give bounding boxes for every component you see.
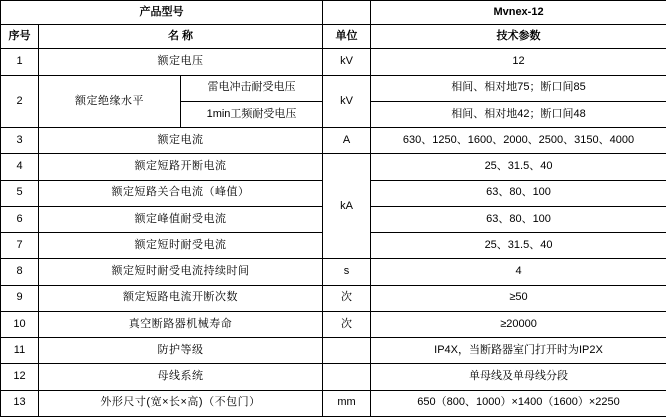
table-row — [1, 285, 666, 311]
row-no: 7 — [1, 233, 39, 259]
row-param: 630、1250、1600、2000、2500、3150、4000 — [371, 128, 666, 154]
column-header-name: 名 称 — [39, 25, 323, 49]
row-param: IP4X，当断路器室门打开时为IP2X — [371, 338, 666, 364]
row-name: 额定短时耐受电流持续时间 — [39, 259, 323, 285]
table-header-row-model — [1, 1, 666, 25]
table-row — [1, 49, 666, 75]
row-param: ≥50 — [371, 285, 666, 311]
row-param: 25、31.5、40 — [371, 154, 666, 180]
row-unit — [323, 364, 371, 390]
row-name: 额定绝缘水平 — [39, 75, 181, 128]
table-row — [1, 311, 666, 337]
row-unit: mm — [323, 390, 371, 416]
row-param-2: 相间、相对地42；断口间48 — [371, 101, 666, 127]
table-row — [1, 128, 666, 154]
row-unit: 次 — [323, 285, 371, 311]
row-no: 6 — [1, 206, 39, 232]
column-header-no: 序号 — [1, 25, 39, 49]
row-subname-2: 1min工频耐受电压 — [181, 101, 323, 127]
table-row — [1, 390, 666, 416]
row-name: 母线系统 — [39, 364, 323, 390]
row-param: 单母线及单母线分段 — [371, 364, 666, 390]
row-no: 5 — [1, 180, 39, 206]
row-no: 8 — [1, 259, 39, 285]
row-name: 额定短路电流开断次数 — [39, 285, 323, 311]
header-product-model-value: Mvnex-12 — [371, 1, 666, 25]
header-product-model-label: 产品型号 — [1, 1, 323, 25]
row-name: 额定短路关合电流（峰值） — [39, 180, 323, 206]
table-row — [1, 259, 666, 285]
table-row — [1, 338, 666, 364]
row-name: 外形尺寸(宽×长×高)（不包门） — [39, 390, 323, 416]
row-name: 额定短路开断电流 — [39, 154, 323, 180]
column-header-unit: 单位 — [323, 25, 371, 49]
row-no: 4 — [1, 154, 39, 180]
header-unit-blank — [323, 1, 371, 25]
table-row — [1, 364, 666, 390]
row-param-1: 相间、相对地75；断口间85 — [371, 75, 666, 101]
row-unit: kV — [323, 75, 371, 128]
row-name: 额定电压 — [39, 49, 323, 75]
row-name: 防护等级 — [39, 338, 323, 364]
row-param: ≥20000 — [371, 311, 666, 337]
column-header-param: 技术参数 — [371, 25, 666, 49]
row-subname-1: 雷电冲击耐受电压 — [181, 75, 323, 101]
row-param: 4 — [371, 259, 666, 285]
row-no: 13 — [1, 390, 39, 416]
row-no: 3 — [1, 128, 39, 154]
row-name: 额定峰值耐受电流 — [39, 206, 323, 232]
row-param: 12 — [371, 49, 666, 75]
row-unit: s — [323, 259, 371, 285]
row-unit — [323, 338, 371, 364]
row-no: 9 — [1, 285, 39, 311]
row-unit: A — [323, 128, 371, 154]
row-no: 2 — [1, 75, 39, 128]
row-no: 11 — [1, 338, 39, 364]
row-name: 额定短时耐受电流 — [39, 233, 323, 259]
table-row — [1, 154, 666, 180]
row-unit: kA — [323, 154, 371, 259]
row-param: 25、31.5、40 — [371, 233, 666, 259]
row-param: 63、80、100 — [371, 180, 666, 206]
row-name: 真空断路器机械寿命 — [39, 311, 323, 337]
row-unit: 次 — [323, 311, 371, 337]
row-no: 10 — [1, 311, 39, 337]
table-row — [1, 75, 666, 101]
row-unit: kV — [323, 49, 371, 75]
row-name: 额定电流 — [39, 128, 323, 154]
row-param: 650（800、1000）×1400（1600）×2250 — [371, 390, 666, 416]
row-param: 63、80、100 — [371, 206, 666, 232]
row-no: 1 — [1, 49, 39, 75]
table-header-row-columns — [1, 25, 666, 49]
row-no: 12 — [1, 364, 39, 390]
